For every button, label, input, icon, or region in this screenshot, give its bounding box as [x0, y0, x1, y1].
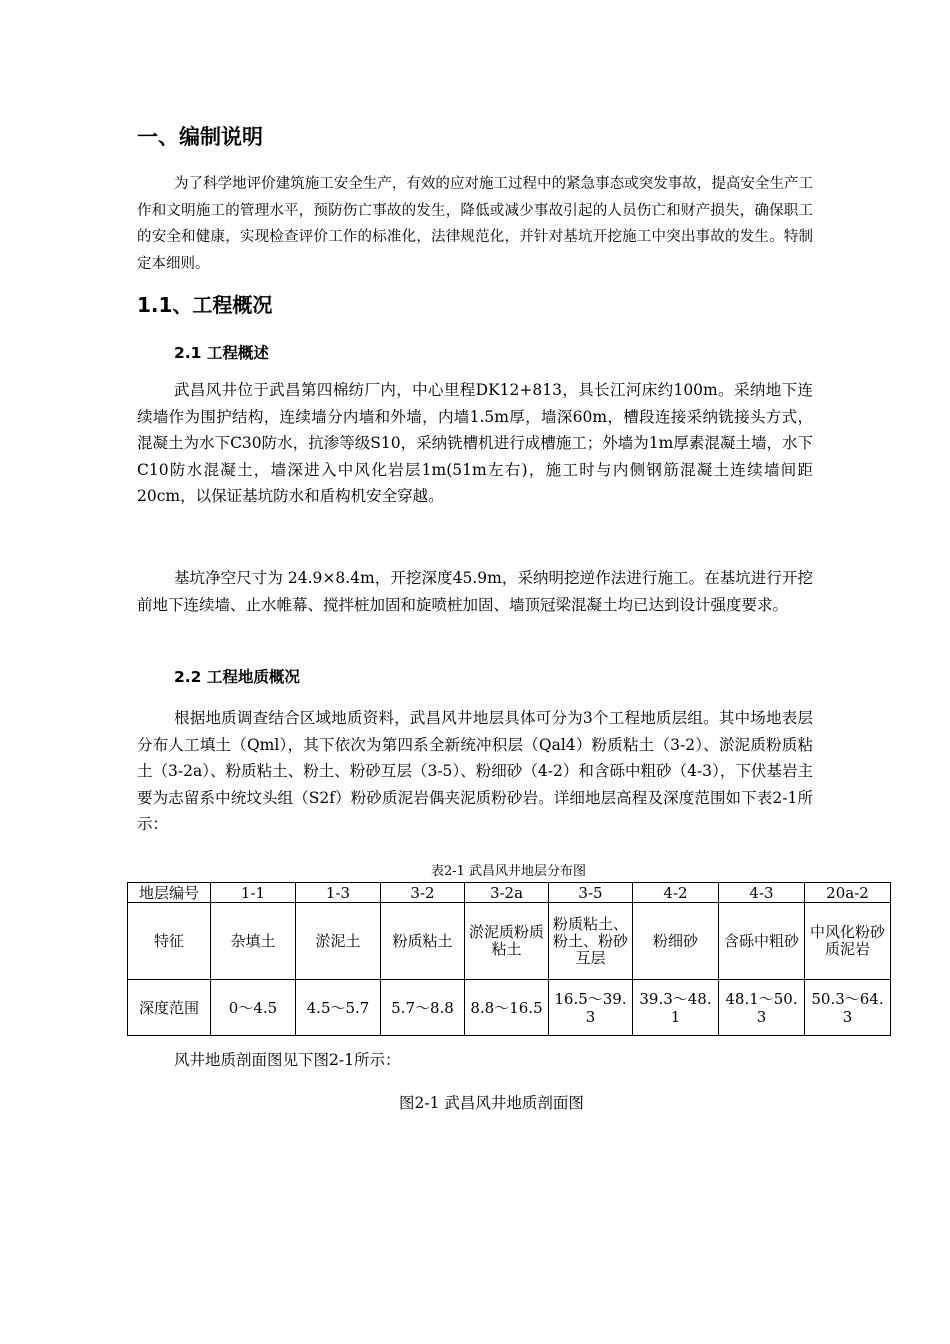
- table-cell-depth: 16.5～39.3: [549, 980, 633, 1036]
- heading-project-overview: 1.1、工程概况: [137, 293, 273, 317]
- section-2-1-paragraph-1: 武昌风井位于武昌第四棉纺厂内，中心里程DK12+813，具长江河床约100m。采纳地下连续墙作为围护结构，连续墙分内墙和外墙，内墙1.5m厚，墙深60m，槽段连接采纳铣接头方式，混凝土为水下C30防水，抗渗等级S10，采纳铣槽机进行成槽施工；外墙为1m厚素混凝土墙，水下C10防水混凝土，墙深进入中风化岩层1m(51m左右)，施工时与内侧钢筋混凝土连续墙间距20cm，以保证基坑防水和盾构机安全穿越。: [137, 381, 813, 505]
- table-cell-depth: 8.8～16.5: [465, 980, 549, 1036]
- stratum-table: [127, 882, 891, 1036]
- figure-caption: 图2-1 武昌风井地质剖面图: [399, 1094, 584, 1112]
- table-caption: 表2-1 武昌风井地层分布图: [430, 864, 587, 879]
- table-row-depth: [128, 980, 891, 1036]
- table-cell-feature: 含砾中粗砂: [719, 903, 805, 980]
- table-cell-feature: 淤泥土: [296, 903, 381, 980]
- row-header-depth-range: 深度范围: [128, 980, 211, 1036]
- intro-paragraph: 为了科学地评价建筑施工安全生产，有效的应对施工过程中的紧急事态或突发事故，提高安全生产工作和文明施工的管理水平，预防伤亡事故的发生，降低或减少事故引起的人员伤亡和财产损失，确保职工的安全和健康，实现检查评价工作的标准化，法律规范化，并针对基坑开挖施工中突出事故的发生。特制定本细则。: [137, 176, 813, 272]
- table-cell-code: 3-5: [549, 883, 633, 903]
- table-cell-depth: 4.5～5.7: [296, 980, 381, 1036]
- row-header-feature: 特征: [128, 903, 211, 980]
- section-2-1-title: 2.1 工程概述: [174, 344, 269, 362]
- table-cell-feature: 粉细砂: [633, 903, 719, 980]
- heading-compilation-notes: 一、编制说明: [137, 125, 263, 149]
- section-2-2-paragraph-1: 根据地质调查结合区域地质资料，武昌风井地层具体可分为3个工程地质层组。其中场地表层分布人工填土（Qml），其下依次为第四系全新统冲积层（Qal4）粉质粘土（3-2）、淤泥质粉质粘土（3-2a）、粉质粘土、粉土、粉砂互层（3-5）、粉细砂（4-2）和含砾中粗砂（4-3），下伏基岩主要为志留系中统坟头组（S2f）粉砂质泥岩偶夹泥质粉砂岩。详细地层高程及深度范围如下表2-1所示：: [137, 709, 813, 833]
- row-header-stratum-code: 地层编号: [128, 883, 211, 903]
- table-row-features: [128, 903, 891, 980]
- table-cell-depth: 50.3～64.3: [805, 980, 891, 1036]
- table-cell-feature: 粉质粘土: [381, 903, 465, 980]
- table-cell-code: 20a-2: [805, 883, 891, 903]
- table-cell-feature: 杂填土: [211, 903, 296, 980]
- section-2-2-title: 2.2 工程地质概况: [174, 668, 300, 686]
- table-cell-depth: 48.1～50.3: [719, 980, 805, 1036]
- profile-reference-text: 风井地质剖面图见下图2-1所示：: [174, 1051, 401, 1069]
- table-cell-depth: 39.3～48.1: [633, 980, 719, 1036]
- table-cell-code: 1-1: [211, 883, 296, 903]
- table-cell-feature: 粉质粘土、粉土、粉砂互层: [549, 903, 633, 980]
- section-2-1-paragraph-2: 基坑净空尺寸为 24.9×8.4m，开挖深度45.9m，采纳明挖逆作法进行施工。在基坑进行开挖前地下连续墙、止水帷幕、搅拌桩加固和旋喷桩加固、墙顶冠梁混凝土均已达到设计强度要求。: [137, 569, 813, 614]
- table-cell-depth: 5.7～8.8: [381, 980, 465, 1036]
- table-cell-feature: 中风化粉砂质泥岩: [805, 903, 891, 980]
- table-row-codes: [128, 883, 891, 903]
- table-cell-feature: 淤泥质粉质粘土: [465, 903, 549, 980]
- table-cell-depth: 0～4.5: [211, 980, 296, 1036]
- table-cell-code: 4-2: [633, 883, 719, 903]
- table-cell-code: 4-3: [719, 883, 805, 903]
- table-cell-code: 3-2: [381, 883, 465, 903]
- table-cell-code: 1-3: [296, 883, 381, 903]
- table-cell-code: 3-2a: [465, 883, 549, 903]
